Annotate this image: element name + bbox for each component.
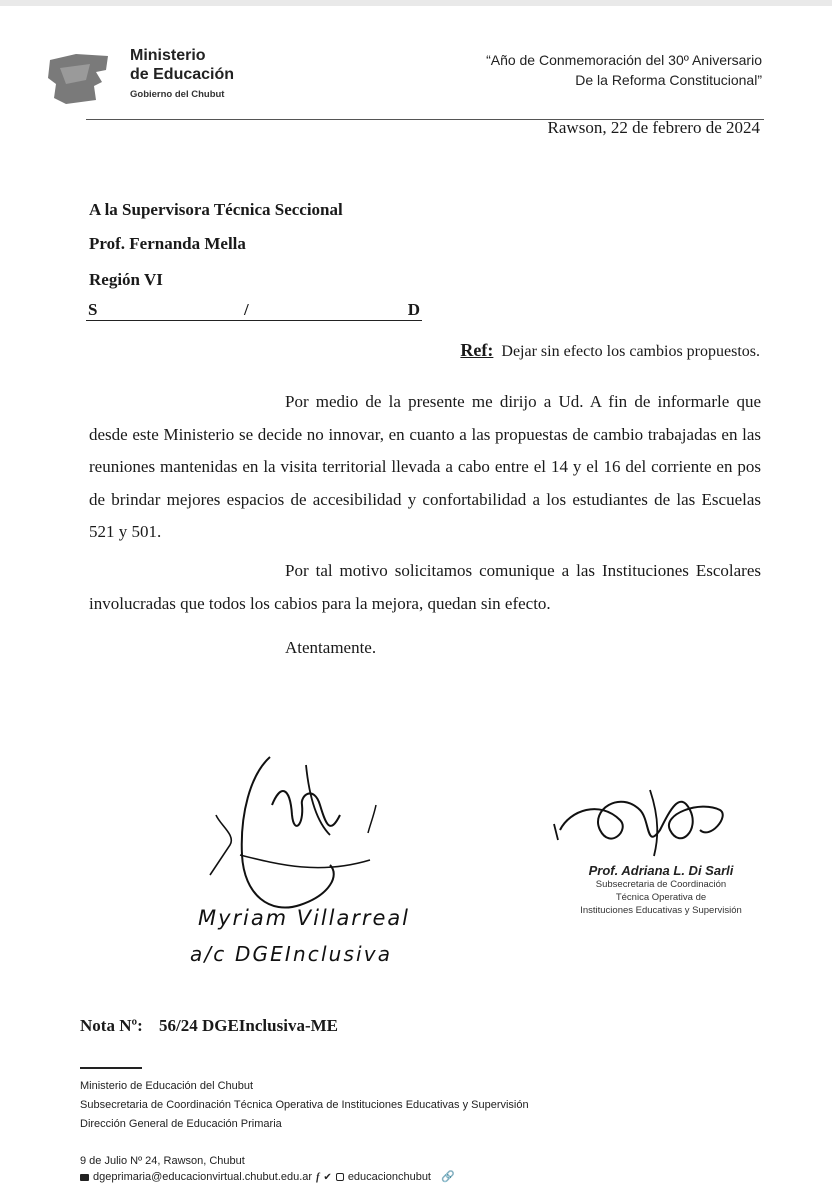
closing-text: Atentamente. <box>285 638 377 657</box>
footer-line1: Ministerio de Educación del Chubut <box>80 1080 254 1092</box>
left-signature <box>180 745 420 975</box>
footer-email[interactable]: dgeprimaria@educacionvirtual.chubut.edu.ar <box>93 1171 313 1183</box>
year-motto <box>486 50 762 90</box>
letter-date: Rawson, 22 de febrero de 2024 <box>547 118 760 137</box>
signatory-title2: Técnica Operativa de <box>615 892 707 903</box>
signatory-title1: Subsecretaria de Coordinación <box>595 879 727 890</box>
mail-icon <box>80 1174 89 1181</box>
reference-text: Dejar sin efecto los cambios propuestos. <box>501 343 760 360</box>
footer-address: 9 de Julio Nº 24, Rawson, Chubut <box>80 1155 245 1167</box>
twitter-icon[interactable]: ✔ <box>323 1171 332 1183</box>
recipient-line2: Prof. Fernanda Mella <box>89 234 246 253</box>
footer-line3: Dirección General de Educación Primaria <box>80 1118 282 1130</box>
footer-contact <box>80 1171 455 1183</box>
body-paragraph-2: Por tal motivo solicitamos comunique a las Instituciones Escolares involucradas que todos los cabios para la mejora, quedan sin efecto. <box>89 561 761 613</box>
link-icon: 🔗 <box>441 1170 455 1183</box>
note-value: 56/24 DGEInclusiva-ME <box>159 1016 338 1035</box>
reference-line <box>460 340 760 361</box>
signatory-title3: Instituciones Educativas y Supervisión <box>580 905 742 916</box>
footer-divider <box>80 1067 142 1069</box>
top-bar <box>0 0 832 6</box>
sd-s: S <box>88 300 98 319</box>
svg-text:a/c DGEInclusiva: a/c DGEInclusiva <box>190 942 390 966</box>
chubut-map-logo <box>46 50 114 106</box>
reference-label: Ref: <box>460 340 494 360</box>
motto-line2: De la Reforma Constitucional” <box>575 72 762 88</box>
right-signature <box>550 770 750 870</box>
recipient-line3: Región VI <box>89 270 163 289</box>
government-name: Gobierno del Chubut <box>130 89 225 100</box>
ministry-logo-text <box>130 46 234 100</box>
recipient-line1: A la Supervisora Técnica Seccional <box>89 200 343 219</box>
ministry-name-line2: de Educación <box>130 66 235 83</box>
instagram-icon[interactable] <box>336 1173 344 1181</box>
footer-social[interactable]: educacionchubut <box>347 1171 431 1183</box>
facebook-icon[interactable]: f <box>316 1171 320 1183</box>
signatory-name: Prof. Adriana L. Di Sarli <box>588 863 734 878</box>
note-number <box>80 1016 338 1036</box>
note-label: Nota Nº: <box>80 1016 143 1035</box>
body-paragraph-1: Por medio de la presente me dirijo a Ud. A fin de informarle que desde este Ministerio se decide no innovar, en cuanto a las propuestas de cambio trabajadas en las reuniones mantenidas en la visita territorial llevada a cabo entre el 14 y el 16 del corriente en pos de brindar mejores espacios de accesibilidad y confortabilidad a los estudiantes de las Escuelas 521 y 501. <box>89 392 761 541</box>
signatory-block <box>566 863 756 917</box>
sd-salutation-line <box>86 298 422 321</box>
svg-text:Myriam Villarreal: Myriam Villarreal <box>198 906 408 930</box>
footer-line2: Subsecretaria de Coordinación Técnica Operativa de Instituciones Educativas y Supervisión <box>80 1099 529 1111</box>
sd-slash: / <box>244 300 249 319</box>
ministry-name-line1: Ministerio <box>130 47 206 64</box>
sd-d: D <box>407 300 420 319</box>
motto-line1: “Año de Conmemoración del 30º Aniversario <box>486 52 762 68</box>
